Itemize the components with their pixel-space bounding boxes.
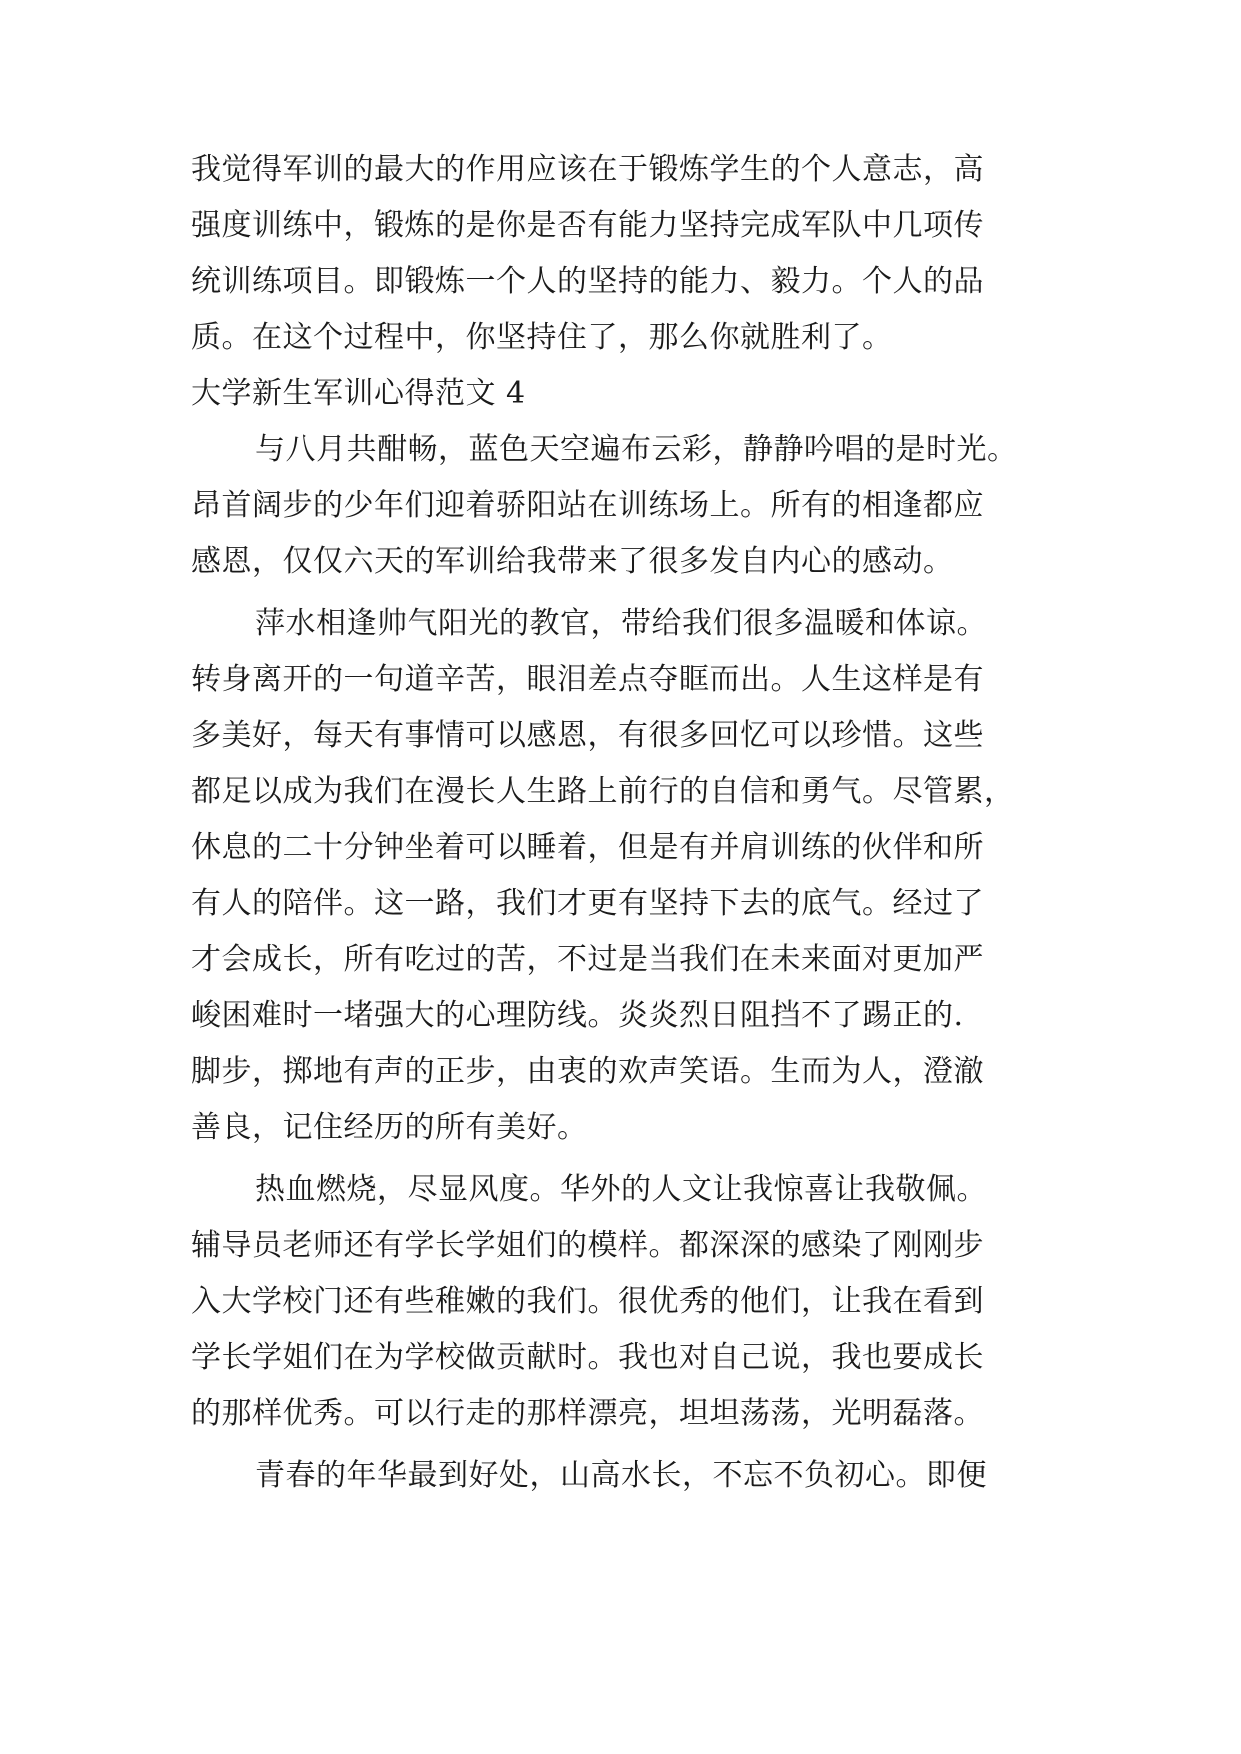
paragraph-2-line-2: 昂首阔步的少年们迎着骄阳站在训练场上。所有的相逢都应: [191, 488, 984, 523]
paragraph-3-line-3: 多美好，每天有事情可以感恩，有很多回忆可以珍惜。这些: [191, 718, 984, 753]
paragraph-2-line-3: 感恩，仅仅六天的军训给我带来了很多发自内心的感动。: [191, 544, 954, 579]
paragraph-1-line-2: 强度训练中，锻炼的是你是否有能力坚持完成军队中几项传: [191, 208, 984, 243]
paragraph-3-line-6: 有人的陪伴。这一路，我们才更有坚持下去的底气。经过了: [191, 886, 984, 921]
section-title: 大学新生军训心得范文 4: [191, 376, 526, 411]
paragraph-4-line-3: 入大学校门还有些稚嫩的我们。很优秀的他们，让我在看到: [191, 1284, 984, 1319]
paragraph-1-line-3: 统训练项目。即锻炼一个人的坚持的能力、毅力。个人的品: [191, 264, 984, 299]
paragraph-1-line-1: 我觉得军训的最大的作用应该在于锻炼学生的个人意志，高: [191, 152, 984, 187]
paragraph-4-line-5: 的那样优秀。可以行走的那样漂亮，坦坦荡荡，光明磊落。: [191, 1396, 984, 1431]
paragraph-3-line-1: 萍水相逢帅气阳光的教官，带给我们很多温暖和体谅。: [255, 606, 987, 641]
paragraph-5-line-1: 青春的年华最到好处，山高水长，不忘不负初心。即便: [255, 1458, 987, 1493]
paragraph-1-line-4: 质。在这个过程中，你坚持住了，那么你就胜利了。: [191, 320, 893, 355]
paragraph-4-line-4: 学长学姐们在为学校做贡献时。我也对自己说，我也要成长: [191, 1340, 984, 1375]
paragraph-3-line-10: 善良，记住经历的所有美好。: [191, 1110, 588, 1145]
paragraph-3-line-9: 脚步，掷地有声的正步，由衷的欢声笑语。生而为人，澄澈: [191, 1054, 984, 1089]
paragraph-3-line-2: 转身离开的一句道辛苦，眼泪差点夺眶而出。人生这样是有: [191, 662, 984, 697]
paragraph-2-line-1: 与八月共酣畅，蓝色天空遍布云彩，静静吟唱的是时光。: [255, 432, 1018, 467]
paragraph-4-line-2: 辅导员老师还有学长学姐们的模样。都深深的感染了刚刚步: [191, 1228, 984, 1263]
paragraph-3-line-7: 才会成长，所有吃过的苦，不过是当我们在未来面对更加严: [191, 942, 984, 977]
paragraph-3-line-4: 都足以成为我们在漫长人生路上前行的自信和勇气。尽管累，: [191, 774, 1015, 809]
paragraph-4-line-1: 热血燃烧，尽显风度。华外的人文让我惊喜让我敬佩。: [255, 1172, 987, 1207]
paragraph-3-line-5: 休息的二十分钟坐着可以睡着，但是有并肩训练的伙伴和所: [191, 830, 984, 865]
paragraph-3-line-8: 峻困难时一堵强大的心理防线。炎炎烈日阻挡不了踢正的.: [191, 998, 964, 1033]
